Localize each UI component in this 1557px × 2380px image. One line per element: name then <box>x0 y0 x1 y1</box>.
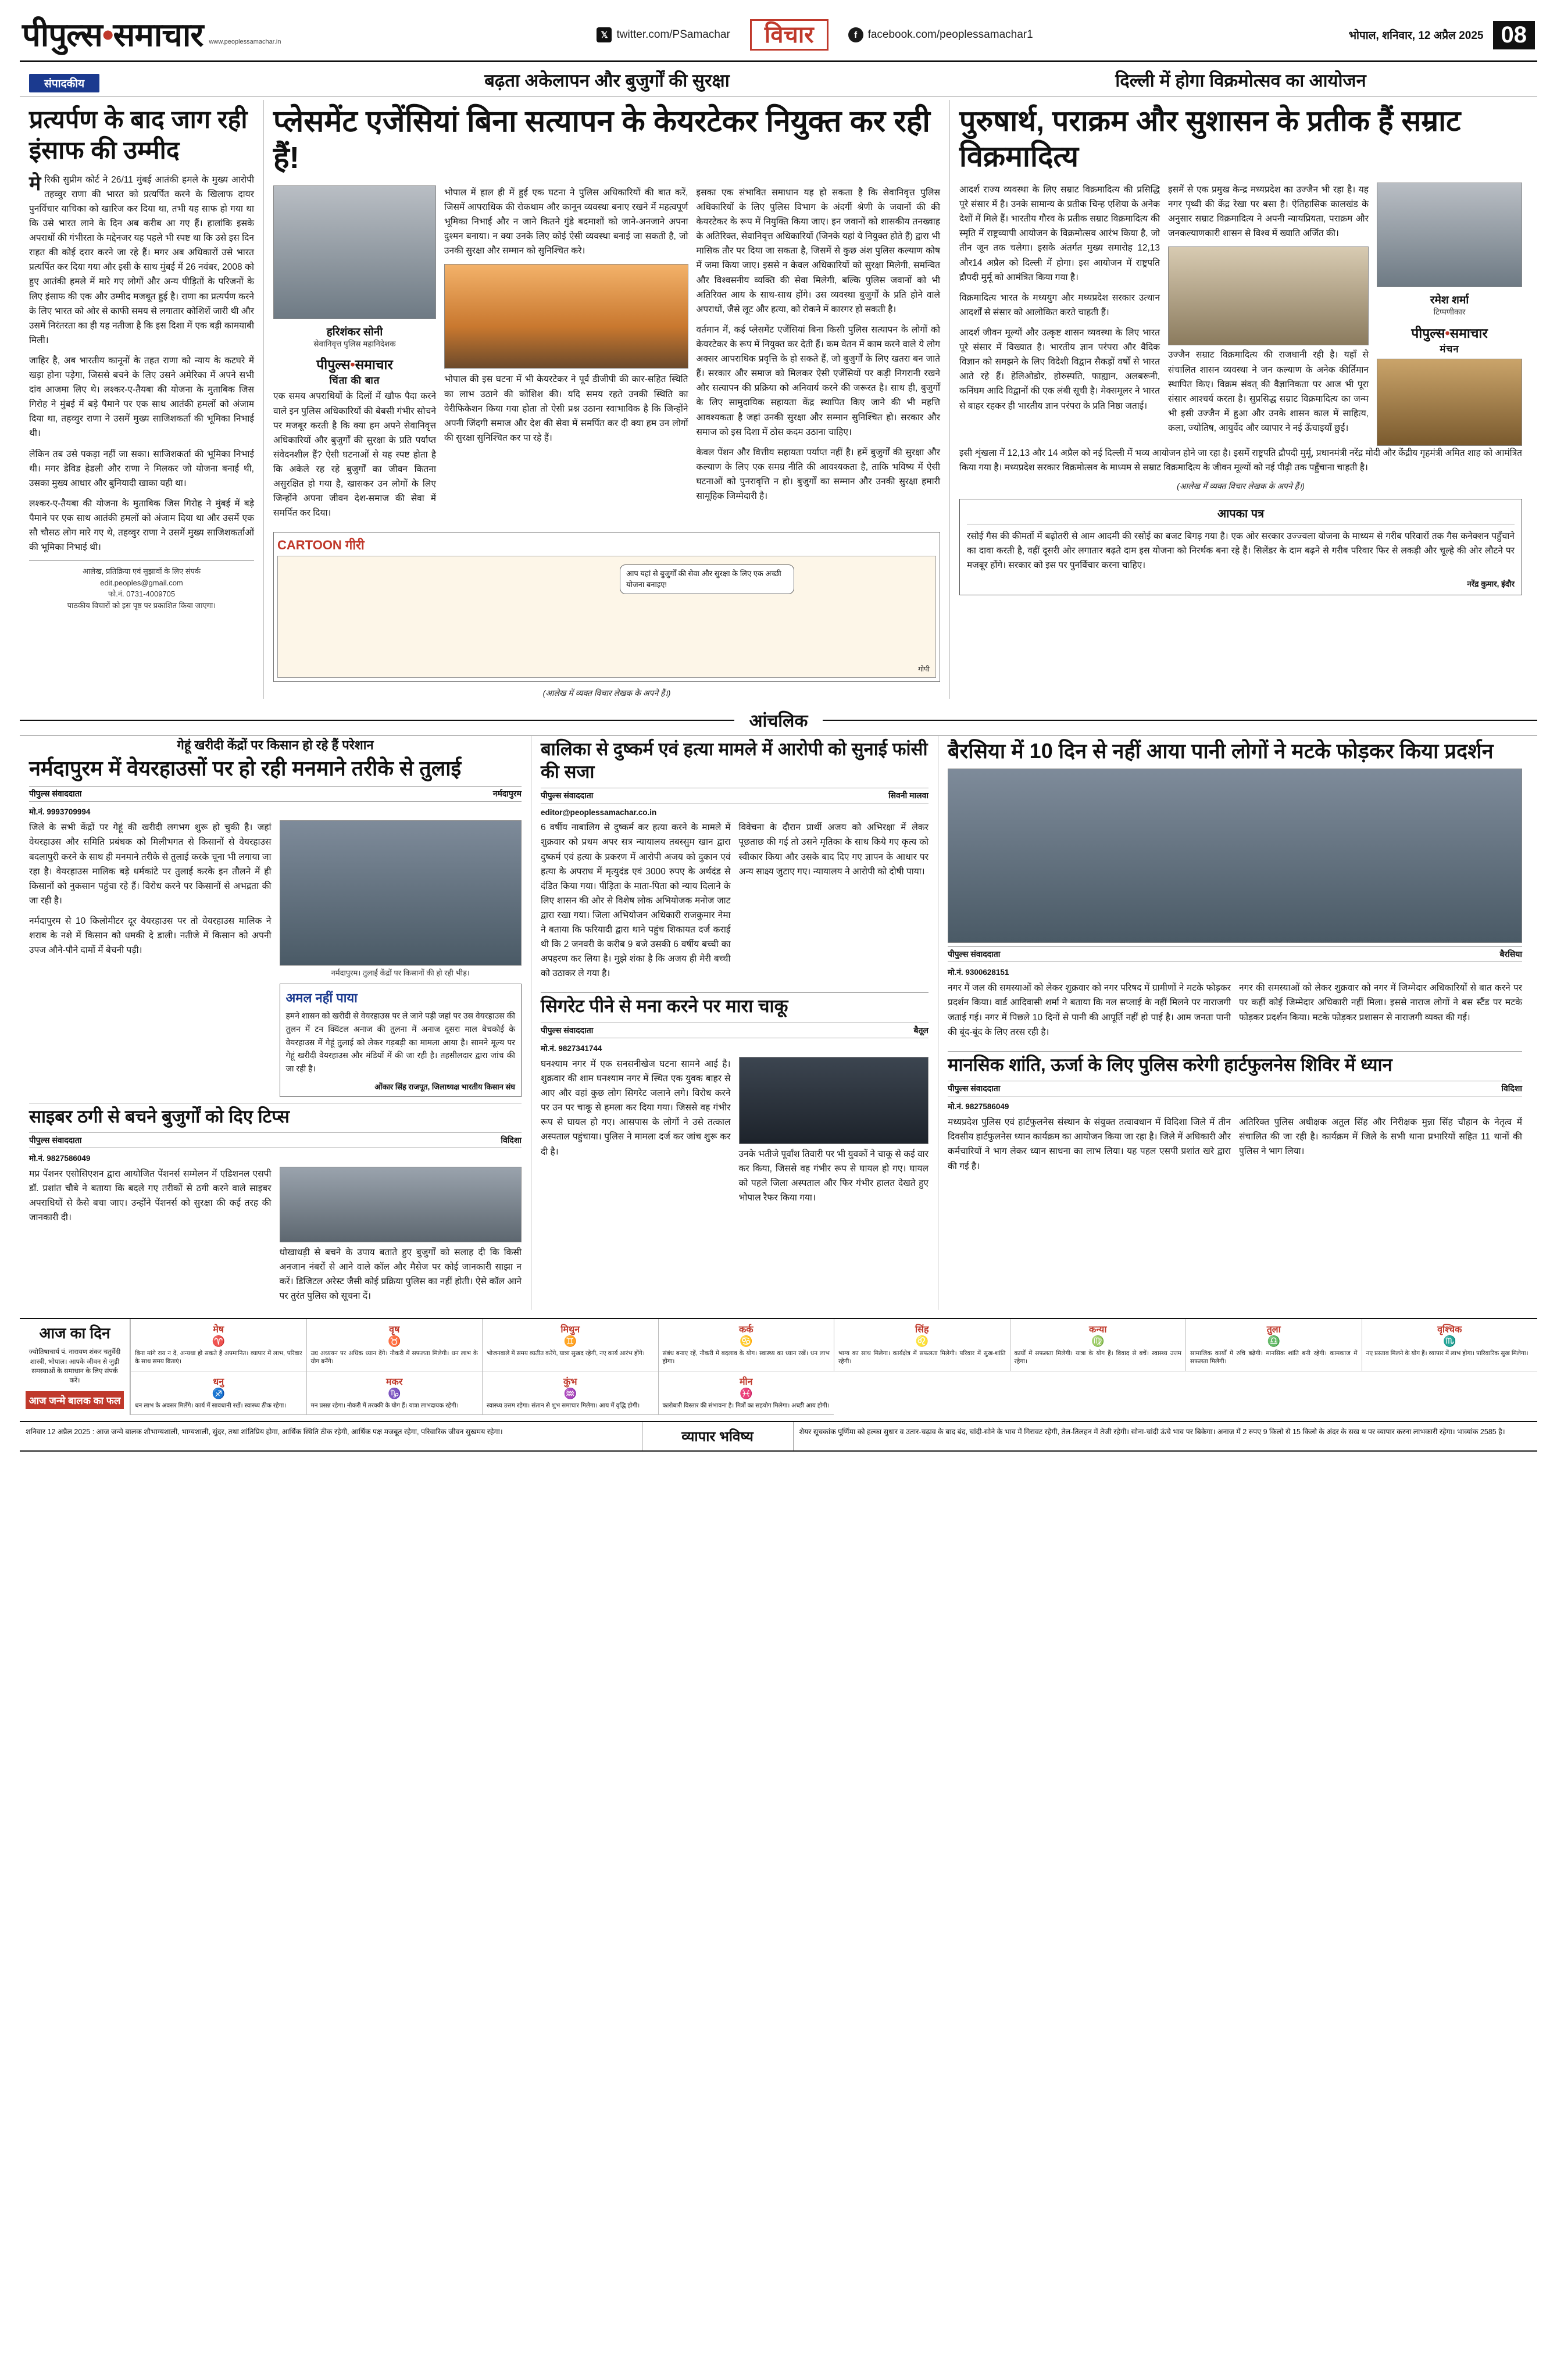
right-author-role: टिप्पणीकार <box>1433 308 1466 316</box>
story-a-inset <box>280 984 522 1096</box>
right-brand-word-1: पीपुल्स <box>1411 325 1445 341</box>
right-para-2: विक्रमादित्य भारत के मध्ययुग और मध्यप्रदेश सरकार उत्थान आदर्शों से संसार को आलोकित करते चाहती हैं। <box>959 292 1160 317</box>
story-c-text-2 <box>739 1057 929 1211</box>
anchalik-grid <box>20 736 1537 1309</box>
story-f-para-1: मप्र पेंशनर एसोसिएशन द्वारा आयोजित पेंशनर्स सम्मेलन में एडिशनल एसपी डॉ. प्रशांत चौबे ने बताया कि बदले गए तरीकों से ठगी करने वाले साइबर अपराधियों से कैसे बचा जाए। उन्होंने पेंशनर्स को सुरक्षा की कई तरह की जानकारी दी। <box>29 1169 272 1223</box>
sign-name: वृश्चिक <box>1437 1324 1462 1335</box>
cartoon-speech-bubble: आप यहां से बुजुर्गों की सेवा और सुरक्षा के लिए एक अच्छी योजना बनाइए! <box>620 564 794 594</box>
logo-text: पीपुल्स•समाचार <box>22 16 203 53</box>
story-c-byline: पीपुल्स संवाददाता <box>541 1025 594 1035</box>
logo-word-2: समाचार <box>113 16 203 53</box>
story-c-mobile: मो.नं. 9827341744 <box>541 1044 602 1053</box>
center-col-mid <box>444 185 688 527</box>
sign-text: मन प्रसन्न रहेगा। नौकरी में तरक्की के योग हैं। यात्रा लाभदायक रहेगी। <box>310 1402 459 1409</box>
aquarius-icon: ♒ <box>563 1387 577 1399</box>
virgo-icon: ♍ <box>1091 1335 1105 1347</box>
story-e-text-2 <box>1239 1115 1522 1179</box>
horoscope-signs <box>130 1319 1537 1415</box>
sign-name: कुंभ <box>563 1377 577 1387</box>
leo-icon: ♌ <box>915 1335 929 1347</box>
story-d-body <box>948 981 1522 1045</box>
story-a-eyebrow: गेहूं खरीदी केंद्रों पर किसान हो रहे हैं परेशान <box>177 738 374 753</box>
editorial-para-4: लश्कर-ए-तैयबा की योजना के मुताबिक जिस गिरोह ने मुंबई में बड़े पैमाने पर एक साथ आतंकी हमलों को अंजाम दिया था और उसमें एक सौ चौसठ लोग मारे गए थे, तहव्वुर राणा ने उसमें मुख्य साजिशकर्ताओं की भूमिका निभाई थी। <box>29 498 254 553</box>
sign-text: कारोबारी विस्तार की संभावना है। मित्रों का सहयोग मिलेगा। अच्छी आय होगी। <box>662 1402 830 1409</box>
topbar-rule <box>20 96 1537 97</box>
right-brandmark <box>1377 323 1522 355</box>
story-d-mobile: मो.नं. 9300628151 <box>948 968 1009 977</box>
brand-word-1: पीपुल्स <box>316 357 351 373</box>
story-a-byline-row <box>29 786 522 802</box>
capricorn-icon: ♑ <box>388 1387 401 1399</box>
horoscope-section <box>20 1318 1537 1415</box>
sign-name: वृष <box>389 1324 400 1335</box>
horoscope-sign <box>482 1319 658 1371</box>
horoscope-sign <box>658 1319 834 1371</box>
right-para-6: इसी शृंखला में 12,13 और 14 अप्रैल को नई दिल्ली में भव्य आयोजन होने जा रहा है। इसमें राष्ट्रपति द्रौपदी मुर्मू, प्रधानमंत्री नरेंद्र मोदी और केंद्रीय गृहमंत्री अमित शाह को आमंत्रित किया गया है। मध्यप्रदेश सरकार विक्रमोत्सव के माध्यम से सम्राट विक्रमादित्य के जीवन मूल्यों को नई पीढ़ी तक पहुँचाना चाहती है। <box>959 448 1522 473</box>
astrologer-note: ज्योतिषाचार्य पं. नारायण शंकर चतुर्वेदी शास्त्री, भोपाल। आपके जीवन से जुड़ी समस्याओं के समाधान के लिए संपर्क करें। <box>28 1349 121 1384</box>
story-c-headline: सिगरेट पीने से मना करने पर मारा चाकू <box>541 996 788 1017</box>
vikramaditya-illustration <box>1377 359 1522 446</box>
sagittarius-icon: ♐ <box>212 1387 225 1399</box>
right-col-3 <box>1377 183 1522 446</box>
gemini-icon: ♊ <box>563 1335 577 1347</box>
horoscope-sign <box>1362 1319 1538 1371</box>
anchalik-col-a <box>20 736 531 1309</box>
right-para-4: इसमें से एक प्रमुख केन्द्र मध्यप्रदेश का उज्जैन भी रहा है। यह नगर पृथ्वी की केंद्र रेखा पर बसा है। ऐतिहासिक कालखंड के अनुसार सम्राट विक्रमादित्य ने अपनी न्यायप्रियता, पराक्रम और जनकल्याणकारी शासन से विश्व में ख्याति अर्जित की। <box>1168 185 1369 239</box>
horoscope-sign <box>306 1319 483 1371</box>
author-name: हरिशंकर सोनी <box>326 326 383 338</box>
dateline: भोपाल, शनिवार, 12 अप्रैल 2025 <box>1348 30 1484 42</box>
website-url[interactable]: www.peoplessamachar.in <box>209 38 281 45</box>
sign-text: नए प्रस्ताव मिलने के योग हैं। व्यापार में लाभ होगा। पारिवारिक सुख मिलेगा। <box>1366 1349 1529 1357</box>
masthead-right <box>1349 21 1535 49</box>
center-brandmark <box>273 355 436 387</box>
horoscope-title: आज का दिन <box>39 1324 110 1342</box>
horoscope-sign <box>834 1319 1010 1371</box>
author-role: सेवानिवृत्त पुलिस महानिदेशक <box>313 339 396 348</box>
anchalik-col-c <box>938 736 1531 1309</box>
masthead <box>20 15 1537 59</box>
story-f-text-1 <box>29 1167 272 1309</box>
story-e-place: विदिशा <box>1501 1084 1522 1093</box>
story-b-para-2: विवेचना के दौरान प्रार्थी अजय को अभिरक्षा में लेकर पूछताछ की गई तो उसने मृतिका के साथ किये गए कृत्य को स्वीकार किया और उसके बाद दिए गए ज्ञापन के आधार पर अन्य साक्ष्य जुटाए गए। न्यायालय ने आरोपी को दोषी पाया। <box>738 823 929 877</box>
right-kicker-cell <box>950 68 1531 92</box>
footer-left-text: शनिवार 12 अप्रैल 2025 : आज जन्मे बालक शौभाग्यशाली, भाग्यशाली, सुंदर, तथा शांतिप्रिय होगा, आर्थिक स्थिति ठीक रहेगी, आर्थिक पक्ष मजबूत रहेगा, परिवारिक जीवन सुखमय रहेगा। <box>20 1422 642 1450</box>
story-f-headline: साइबर ठगी से बचने बुजुर्गों को दिए टिप्स <box>29 1106 290 1127</box>
sign-name: तुला <box>1266 1324 1281 1335</box>
story-c-place: बैतूल <box>913 1025 929 1035</box>
story-f-text-2 <box>280 1167 522 1309</box>
center-para-3: वर्तमान में, कई प्लेसमेंट एजेंसियां बिना किसी पुलिस सत्यापन के लोगों को केयरटेकर के रूप में नियुक्त कर देती हैं। कम वेतन में काम करने वाले ये लोग अक्सर आपराधिक प्रवृत्ति के हो सकते हैं, जो बुजुर्गों के लिए खतरा बन जाते हैं। सरकार और समाज को मिलकर ऐसी एजेंसियों पर कड़ी निगरानी रखने और सत्यापन की प्रक्रिया को अनिवार्य करने की जरूरत है। साथ ही, बुजुर्गों के लिए सामुदायिक सहायता केंद्र स्थापित किए जाने की भी महत्ति आवश्यकता है जहां उनकी सुरक्षा और सम्मान सुनिश्चित हो। सरकार और समाज को इस दिशा में ठोस कदम उठाना चाहिए। <box>696 324 940 437</box>
story-a-byline: पीपुल्स संवाददाता <box>29 789 82 799</box>
center-footer-note: (आलेख में व्यक्त विचार लेखक के अपने हैं।) <box>542 688 671 698</box>
story-b-place: सिवनी मालवा <box>888 791 929 801</box>
story-e-rule <box>948 1051 1522 1052</box>
story-a-mobile: मो.नं. 9993709994 <box>29 807 91 817</box>
story-a-media <box>280 820 522 1096</box>
contact-email[interactable]: edit.peoples@gmail.com <box>100 578 183 587</box>
right-para-3: आदर्श जीवन मूल्यों और उत्कृष्ट शासन व्यवस्था के लिए भारत पूरे संसार में विख्यात है। भारतीय ज्ञान परंपरा और वैदिक विज्ञान को समझने के लिए विदेशी विद्वान सैकड़ों वर्षों से भारत आते रहे हैं। हेलिओडोर, होरुस्पति, फाह्यान, अलबरूनी, कनिंघम आदि विद्वानों की एक लंबी सूची है। मेक्समूलर ने भारत से बाहर रहकर ही भारतीय ज्ञान परंपरा के प्रति निष्ठा जताई। <box>959 327 1160 411</box>
right-author-info <box>1377 292 1522 317</box>
right-para-1: आदर्श राज्य व्यवस्था के लिए सम्राट विक्रमादित्य की प्रसिद्धि पूरे संसार में है। उनके सामान्य के प्रतीक चिन्ह एशिया के अनेक देशों में मिले हैं। भारतीय गौरव के प्रतीक सम्राट विक्रमादित्य की स्मृति में राष्ट्रव्यापी आयोजन के विक्रमोत्सव आरंभ किया है, जो तीन जून तक चलेगा। इसके अंतर्गत मुख्य समारोह 12,13 और14 अप्रैल को दिल्ली में होगा। इस आयोजन में राष्ट्रपति द्रौपदी मुर्मू को आमंत्रित किया गया है। <box>959 185 1160 283</box>
sign-text: भोजनवाले में समय व्यतीत करेंगे, यात्रा सुखद रहेगी, नए कार्य आरंभ होंगे। <box>487 1349 645 1357</box>
facebook-link[interactable] <box>848 27 1033 42</box>
story-d-byline-row <box>948 946 1522 962</box>
pisces-icon: ♓ <box>740 1387 753 1399</box>
horoscope-sign <box>1010 1319 1186 1371</box>
sign-name: मिथुन <box>560 1324 580 1335</box>
story-f-place: विदिशा <box>501 1135 522 1145</box>
sign-text: भाग्य का साथ मिलेगा। कार्यक्षेत्र में सफलता मिलेगी। परिवार में सुख-शांति रहेगी। <box>838 1349 1006 1366</box>
center-author-block <box>273 185 436 527</box>
anchalik-band <box>20 708 1537 732</box>
main-grid <box>20 100 1537 699</box>
right-para-5: उज्जैन सम्राट विक्रमादित्य की राजधानी रही है। यहाँ से संचालित शासन व्यवस्था ने जन कल्याण के अनेक कीर्तिमान स्थापित किए। विक्रम संवत् की वैज्ञानिकता पर आज भी पूरा संसार आश्चर्य करता है। सुप्रसिद्ध सम्राट विक्रमादित्य का जन्म भी इसी उज्जैन में हुआ और उनके शासन काल में साहित्य, कला, ज्योतिष, आयुर्वेद और व्यापार ने नई ऊँचाइयाँ छुईं। <box>1168 350 1369 433</box>
horoscope-sign <box>482 1371 658 1415</box>
letters-sign: नरेंद्र कुमार, इंदौर <box>1467 580 1515 589</box>
center-kicker: बढ़ता अकेलापन और बुजुर्गों की सुरक्षा <box>484 70 730 91</box>
contact-note: पाठकीय विचारों को इस पृष्ठ पर प्रकाशित किया जाएगा। <box>67 601 216 610</box>
band-line-left <box>20 720 734 721</box>
contact-title: आलेख, प्रतिक्रिया एवं सुझावों के लिए संपर्क <box>83 567 201 576</box>
section-title: विचार <box>764 22 814 48</box>
scorpio-icon: ♏ <box>1443 1335 1456 1347</box>
page-number: 08 <box>1493 21 1535 49</box>
sign-name: मीन <box>739 1377 753 1387</box>
footer-strip <box>20 1421 1537 1452</box>
story-f-byline: पीपुल्स संवाददाता <box>29 1135 82 1145</box>
story-a-para-2: नर्मदापुरम से 10 किलोमीटर दूर वेयरहाउस पर तो वेयरहाउस मालिक ने शराब के नशे में किसान को धमकी दे डाली। नतीजे में किसान को अपनी उपज औने-पौने दामों में बेचनी पड़ी। <box>29 916 272 956</box>
libra-icon: ♎ <box>1267 1335 1280 1347</box>
temple-photo <box>1168 246 1369 345</box>
horoscope-sign <box>130 1319 306 1371</box>
editorial-headline: प्रत्यर्पण के बाद जाग रही इंसाफ की उम्मीद <box>29 106 248 165</box>
logo-word-1: पीपुल्स <box>22 16 102 53</box>
publication-logo <box>22 16 281 53</box>
right-kicker: दिल्ली में होगा विक्रमोत्सव का आयोजन <box>1115 70 1366 91</box>
sign-text: कार्यों में सफलता मिलेगी। यात्रा के योग हैं। विवाद से बचें। स्वास्थ्य उत्तम रहेगा। <box>1014 1349 1181 1366</box>
center-headline: प्लेसमेंट एजेंसियां बिना सत्यापन के केयरटेकर नियुक्त कर रही हैं! <box>273 105 930 176</box>
story-c-para-1: घनश्याम नगर में एक सनसनीखेज घटना सामने आई है। शुक्रवार की शाम घनश्याम नगर में स्थित एक युवक बाहर से आए और वहां कुछ लोग सिगरेट जलाने लगे। विरोध करने पर उन पर चाकू से हमला कर दिया गया। जिससे वह गंभीर रूप से घायल हो गए। आसपास के लोगों ने उसे तत्काल अस्पताल पहुंचाया। पुलिस ने मामला दर्ज कर जांच शुरू कर दी है। <box>541 1059 731 1157</box>
facebook-handle: facebook.com/peoplessamachar1 <box>867 28 1033 41</box>
story-c-photo <box>739 1057 929 1144</box>
story-c-body <box>541 1057 929 1211</box>
editorial-para-1: मेरिकी सुप्रीम कोर्ट ने 26/11 मुंबई आतंकी हमले के मुख्य आरोपी तहव्वुर राणा की भारत को प्रत्यर्पित करने के खिलाफ दायर पुनर्विचार याचिका को खारिज कर दिया था, तभी यह साफ हो गया था कि उसे भारत लाने के दिन अब करीब आ गए हैं। हालांकि इसके अपराधों की गंभीरता के मद्देनजर यह पहले भी स्पष्ट था कि उसे इस दिन राहत की कोई दरार करने जा रहे हैं। मगर अब अधिकारों उसे भारत प्रत्यर्पित कर दिया गया और इसी के साथ मुंबई में 26 नवंबर, 2008 को हुए आतंकी हमले में मारे गए लोगों और अन्य पीड़ितों के परिजनों के लिए इंसाफ की एक और उम्मीद मजबूत हुई है। राणा का प्रत्यर्पण करने के लिए भारत को ओर से काफी समय से लगातार कोशिशें जारी थी और उसमें निरंतरता का ही यह नतीजा है कि इस दिशा में एक बड़ी कामयाबी मिली। <box>29 172 254 345</box>
story-a-para-1: जिले के सभी केंद्रों पर गेहूं की खरीदी लगभग शुरू हो चुकी है। जहां वेयरहाउस और समिति प्रबंधक को मिलीभगत से किसानों से वेयरहाउस बदलापुरी करने के साथ ही मनमाने तरीके से तुलाई करके चूना भी लगाया जा रहा है। वेयरहाउस मालिक बड़े धर्मकांटे पर तुलाई करके इन तौलने में ही किसानों को नुकसान पहुंचा रहे हैं। विरोध करने पर किसानों से अभद्रता की जा रही है। <box>29 823 272 906</box>
sign-name: कन्या <box>1089 1324 1107 1335</box>
letters-title: आपका पत्र <box>967 505 1515 524</box>
story-a-photo-caption: नर्मदापुरम। तुलाई केंद्रों पर किसानों की हो रही भीड़। <box>331 969 470 978</box>
editorial-column <box>20 100 264 699</box>
editorial-tag: संपादकीय <box>29 74 99 92</box>
author-photo <box>273 185 436 319</box>
center-para-1: भोपाल में हाल ही में हुई एक घटना ने पुलिस अधिकारियों की बात करें, जिसमें आपराधिक की रोकथाम और कानून व्यवस्था बनाए रखने में महत्वपूर्ण भूमिका निभाई और न जाने कितने गुंडे बदमाशों को जाने-अनजाने अपना दुश्मन बनाया। न क्या उनके लिए कोई ऐसी व्यवस्था बनाई जा सकती है, जो उनकी सुरक्षा और सम्मान को सुनिश्चित करे। <box>444 187 688 256</box>
right-author-photo <box>1377 183 1522 287</box>
center-body <box>273 185 940 527</box>
horoscope-sign <box>306 1371 483 1415</box>
story-e-para-2: अतिरिक्त पुलिस अधीक्षक अतुल सिंह और निरीक्षक मुन्ना सिंह चौहान के नेतृत्व में संचालित की जा रही है। कार्यक्रम में जिले के सभी थाना प्रभारियों सहित 11 थानों की पुलिस ने भाग लिया। <box>1239 1117 1522 1157</box>
story-a-text <box>29 820 272 1096</box>
story-d-text-2 <box>1239 981 1522 1045</box>
facebook-icon: f <box>848 27 863 42</box>
cartoon-label: CARTOON गीरी <box>277 538 365 553</box>
brand-word-2: समाचार <box>355 357 393 373</box>
editorial-tag-cell <box>20 74 264 92</box>
center-para-4: केवल पेंशन और वित्तीय सहायता पर्याप्त नहीं है। हमें बुजुर्गों की सुरक्षा और कल्याण के लिए एक समग्र नीति की आवश्यकता है, ताकि भविष्य में ऐसी घटनाओं को पुनरावृत्ति न हो। बुजुर्गों का सम्मान और उनकी सुरक्षा हमारी सामूहिक जिम्मेदारी है। <box>696 447 940 502</box>
story-f-para-2: धोखाधड़ी से बचने के उपाय बताते हुए बुजुर्गों को सलाह दी कि किसी अनजान नंबरों से आने वाले कॉल और मैसेज पर कोई जानकारी साझा न करें। डिजिटल अरेस्ट जैसी कोई प्रक्रिया पुलिस का नहीं होती। ऐसे कॉल आने पर तुरंत पुलिस को सूचना दें। <box>279 1248 522 1302</box>
story-e-mobile: मो.नं. 9827586049 <box>948 1102 1009 1112</box>
story-c-para-2: उनके भतीजे पूर्वांश तिवारी पर भी युवकों ने चाकू से कई वार कर किया, जिससे वह गंभीर रूप से घायल हो गए। घायल को पहले जिला अस्पताल और फिर गंभीर हालत देखते हुए भोपाल रैफर किया गया। <box>738 1149 929 1203</box>
story-d-para-1: नगर में जल की समस्याओं को लेकर शुक्रवार को नगर परिषद में ग्रामीणों ने मटके फोड़कर प्रदर्शन किया। वार्ड आदिवासी शर्मा ने बताया कि नल सप्लाई के नहीं मिलने पर नाराजगी जताई गई। नगर में पिछले 10 दिनों से पानी की आपूर्ति नहीं हो पाई है। आम जनता पानी की बूंद-बूंद के लिए तरस रही है। <box>948 983 1231 1037</box>
sign-name: कर्क <box>738 1324 753 1335</box>
right-story-column <box>950 100 1531 699</box>
horoscope-title-block <box>20 1319 130 1415</box>
sign-text: उद्य अध्ययन पर अधिक ध्यान देंगे। नौकरी में सफलता मिलेगी। धन लाभ के योग बनेंगे। <box>310 1349 478 1366</box>
cartoonist-signature: गोपी <box>918 665 930 674</box>
story-a-inset-title: अमल नहीं पाया <box>285 991 358 1006</box>
right-brand-line-2: मंचन <box>1440 343 1459 355</box>
horoscope-sign <box>658 1371 834 1415</box>
brand-line-1: पीपुल्स•समाचार <box>316 357 393 373</box>
story-e-byline-row <box>948 1081 1522 1096</box>
story-f-byline-row <box>29 1132 522 1148</box>
story-d-headline: बैरसिया में 10 दिन से नहीं आया पानी लोगों ने मटके फोड़कर किया प्रदर्शन <box>948 739 1494 763</box>
center-para-2: इसका एक संभावित समाधान यह हो सकता है कि सेवानिवृत्त पुलिस अधिकारियों के लिए पुलिस विभाग के अंदर्गी श्रेणी के जवानों की की केयरटेकर के रूप में नियुक्ति किया जाए। इन जवानों को शासकीय तनख्वाह के अतिरिक्त, सेवानिवृत्त अधिकारियों (जिनके यहां ये नियुक्त होते हैं) द्वारा भी मासिक तौर पर दिया जा सकता है, जिसमें से कुछ अंश पुलिस कल्याण कोष में जमा किया जाए। इससे न केवल अधिकारियों को सुरक्षा मिलेगी, समन्वित और विश्वसनीय व्यक्ति की सेवा मिलेगी, बल्कि पुलिस जवानों को भी अतिरिक्त आय के साथ-साथ होंगे। उस व्यवस्था बुजुर्गों के प्रति होने वाले अपराधों, जैसे लूट और हत्या, को रोकने में कारगर हो सकती है। <box>696 187 940 315</box>
footer-right-text: शेयर सूचकांक पूर्णिमा को हल्का सुधार व उतार-चढ़ाव के बाद बंद, चांदी-सोने के भाव में गिरावट रहेगी, तेल-तिलहन में तेजी रहेगी। सोना-चांदी ऊंचे भाव पर बिकेगा। अनाज में 2 रुपए 9 किलो से 15 किलो के अंदर के सख थ पर व्यापार करना लाभकारी रहेगा। भाव्यांक 2585 है। <box>799 1427 1505 1436</box>
sign-name: सिंह <box>915 1324 929 1335</box>
right-footer-note: (आलेख में व्यक्त विचार लेखक के अपने हैं।) <box>1177 481 1305 491</box>
story-e-para-1: मध्यप्रदेश पुलिस एवं हार्टफुलनेस संस्थान के संयुक्त तत्वावधान में विदिशा जिले में तीन दिवसीय हार्टफुलनेस ध्यान कार्यक्रम का आयोजन किया जा रहा है। जिले में अधिकारी और कर्मचारियों ने भाग लेकर ध्यान साधना का लाभ लिया। यह पहल एसपी प्रशांत खरे द्वारा की गई है। <box>948 1117 1231 1171</box>
story-f-body <box>29 1167 522 1309</box>
right-col-1 <box>959 183 1160 446</box>
story-b-body <box>541 820 929 987</box>
center-para-6: भोपाल की इस घटना में भी केयरटेकर ने पूर्व डीजीपी की कार-सहित स्थिति का लाभ उठाने की कोशिश की। यदि समय रहते उनकी स्थिति का वेरीफिकेशन किया गया होता तो ऐसी प्रश्न उठाना स्वाभाविक है कि जिन्होंने अपनी जिंदगी समाज और देश की सेवा में समर्पित कर दी क्या हम उन लोगों की सुरक्षा सुनिश्चित कर पा रहे हैं। <box>444 374 688 443</box>
story-b-text-2 <box>739 820 929 987</box>
twitter-link[interactable] <box>597 27 730 42</box>
twitter-icon: 𝕏 <box>597 27 612 42</box>
sign-text: संबंध बनाए रहें, नौकरी में बदलाव के योग। स्वास्थ्य का ध्यान रखें। धन लाभ होगा। <box>662 1349 830 1366</box>
story-b-para-1: 6 वर्षीय नाबालिग से दुष्कर्म कर हत्या करने के मामले में शुक्रवार को प्रथम अपर सत्र न्यायालय तबस्सुम खान द्वारा दुष्कर्म एवं हत्या के प्रकरण में आरोपी अजय को दुकान एवं हत्या के अपराध में मृत्युदंड एवं 3000 रुपए के अर्थदंड से दंडित किया गया। पीड़िता के माता-पिता को न्याय दिलाने के लिए शासन की ओर से विशेष लोक अभियोजक मनोज जाट द्वारा रखा गया। जिला अभियोजन अधिकारी राजकुमार नेमा ने बताया कि फरियादी द्वारा थाने पहुंच शिकायत दर्ज कराई थी कि 2 जनवरी के करीब 9 बजे उसकी 6 वर्षीय बच्ची का अपहरण कर लिया है। मुझे शंका है कि अजय ही मेरी बच्ची को उठाकर ले गया है। <box>541 823 731 979</box>
story-b-byline-row <box>541 788 929 803</box>
cartoon-image <box>277 556 936 678</box>
center-col-right <box>697 185 941 527</box>
story-d-byline: पीपुल्स संवाददाता <box>948 949 1001 959</box>
story-b-email[interactable]: editor@peoplessamachar.co.in <box>541 808 657 817</box>
story-c-byline-row <box>541 1023 929 1038</box>
brand-line-2: चिंता की बात <box>329 375 380 387</box>
letters-body: रसोई गैस की कीमतों में बढ़ोतरी से आम आदमी की रसोई का बजट बिगड़ गया है। एक ओर सरकार उज्ज्वला योजना के माध्यम से गरीब परिवारों तक गैस कनेक्शन पहुँचाने का दावा करती है, वहीं दूसरी ओर लगातार बढ़ते दाम इस योजना को निरर्थक बना रहे हैं। सिलेंडर के दाम बढ़ने से गरीब परिवार फिर से लकड़ी और चूल्हे की ओर लौटने पर मजबूर होंगे। सरकार को इस पर पुनर्विचार करना चाहिए। <box>967 531 1515 570</box>
story-f-mobile: मो.नं. 9827586049 <box>29 1154 91 1163</box>
story-a-headline: नर्मदापुरम में वेयरहाउसों पर हो रही मनमाने तरीके से तुलाई <box>29 756 462 781</box>
anchalik-col-b <box>531 736 938 1309</box>
right-body <box>959 183 1522 446</box>
story-e-headline: मानसिक शांति, ऊर्जा के लिए पुलिस करेगी हार्टफुलनेस शिविर में ध्यान <box>948 1054 1392 1075</box>
story-c-text-1 <box>541 1057 731 1211</box>
top-headline-bar <box>20 62 1537 96</box>
sign-text: स्वास्थ्य उत्तम रहेगा। संतान से शुभ समाचार मिलेगा। आय में वृद्धि होगी। <box>487 1402 640 1409</box>
story-b-headline: बालिका से दुष्कर्म एवं हत्या मामले में आरोपी को सुनाई फांसी की सजा <box>541 739 928 782</box>
cancer-icon: ♋ <box>740 1335 753 1347</box>
story-d-para-2: नगर की समस्याओं को लेकर शुक्रवार को नगर में जिम्मेदार अधिकारियों से बात करने पर पर कहीं कोई जिम्मेदार अधिकारी नहीं मिला। इससे नाराज लोगों ने बस स्टैंड पर मटके फोड़कर प्रदर्शन किया। मटके फोड़कर प्रशासन से नाराजगी व्यक्त की गई। <box>1239 983 1522 1023</box>
sign-name: मेष <box>213 1324 224 1335</box>
right-brand-word-2: समाचार <box>1449 325 1488 341</box>
sign-text: बिना मांगे राय न दें, अन्यथा हो सकते हैं अपमानित। व्यापार में लाभ, परिवार के साथ समय बिताएं। <box>135 1349 302 1366</box>
editorial-contact <box>29 560 254 611</box>
cartoon-box <box>273 532 940 682</box>
story-a-place: नर्मदापुरम <box>492 789 522 799</box>
elderly-silhouette-photo <box>444 264 688 369</box>
story-c-rule <box>541 992 929 993</box>
story-d-photo <box>948 769 1522 943</box>
horoscope-sign <box>1185 1319 1362 1371</box>
story-a-inset-text: हमने शासन को खरीदी से वेयरहाउस पर ले जाने पड़ी जहां पर उस वेयरहाउस की तुलन में टन क्विंटल अनाज की तुलना में अनाज दूसरा माल बेचकोई के वेयरहाउस में गेहूं तुलाई को लेकर गड़बड़ी का मामला आया है। सामने मूल्य पर गेहूं खरीदी वेयरहाउस और मंडियों में की जा रही है। तहसीलदार द्वारा जांच की जा रही है। <box>285 1011 515 1073</box>
anchalik-label: आंचलिक <box>749 712 808 731</box>
author-info <box>273 324 436 349</box>
footer-mid-title: व्यापार भविष्य <box>642 1422 794 1450</box>
section-title-box <box>750 19 829 51</box>
band-line-right <box>823 720 1537 721</box>
taurus-icon: ♉ <box>388 1335 401 1347</box>
center-kicker-cell <box>264 68 950 92</box>
editorial-para-2: जाहिर है, अब भारतीय कानूनों के तहत राणा को न्याय के कटघरे में खड़ा होना पड़ेगा, जिससे बचने के लिए उसने अमेरिका में अपने सभी दांव आजमा लिए थे। लश्कर-ए-तैयबा की योजना के मुताबिक जिस गिरोह ने मुंबई में बड़े पैमाने पर एक साथ आतंकी हमलों को अंजाम दिया था, तहव्वुर राणा ने उसमें मुख्य साजिशकर्ता की भूमिका निभाई थी। <box>29 355 254 439</box>
aries-icon: ♈ <box>212 1335 225 1347</box>
sign-text: सामाजिक कार्यों में रुचि बढ़ेगी। मानसिक शांति बनी रहेगी। कामकाज में सफलता मिलेगी। <box>1190 1349 1358 1366</box>
horoscope-ribbon: आज जन्मे बालक का फल <box>26 1391 124 1409</box>
story-a-photo <box>280 820 522 966</box>
story-e-body <box>948 1115 1522 1179</box>
story-e-byline: पीपुल्स संवाददाता <box>948 1084 1001 1093</box>
story-d-place: बैरसिया <box>1499 949 1522 959</box>
story-d-text-1 <box>948 981 1231 1045</box>
letters-box <box>959 499 1522 595</box>
story-e-text-1 <box>948 1115 1231 1179</box>
contact-phone: फो.नं. 0731-4009705 <box>108 589 176 599</box>
sign-name: धनु <box>213 1377 224 1387</box>
story-a-body <box>29 820 522 1096</box>
right-author-name: रमेश शर्मा <box>1430 294 1469 306</box>
social-links <box>597 19 1033 51</box>
right-col-2 <box>1168 183 1369 446</box>
right-headline: पुरुषार्थ, पराक्रम और सुशासन के प्रतीक हैं सम्राट विक्रमादित्य <box>959 105 1461 173</box>
horoscope-sign <box>130 1371 306 1415</box>
sign-name: मकर <box>386 1377 403 1387</box>
story-b-text-1 <box>541 820 731 987</box>
story-a-inset-sign: ओंकार सिंह राजपूत, जिलाध्यक्ष भारतीय किसान संघ <box>374 1082 515 1091</box>
story-f-photo <box>280 1167 522 1242</box>
editorial-para-3: लेकिन तब उसे पकड़ा नहीं जा सका। साजिशकर्ता की भूमिका निभाई थी। मगर डेविड हेडली और राणा ने मिलकर जो योजना बनाई थी, उसका मुख्य आधार और बुनियादी खाका यही था। <box>29 449 254 488</box>
sign-text: धन लाभ के अवसर मिलेंगे। कार्य में सावधानी रखें। स्वास्थ्य ठीक रहेगा। <box>135 1402 287 1409</box>
twitter-handle: twitter.com/PSamachar <box>616 28 730 41</box>
center-para-5: एक समय अपराधियों के दिलों में खौफ पैदा करने वाले इन पुलिस अधिकारियों की बेबसी गंभीर सोचने पर मजबूर करती है कि क्या हम अपने सेवानिवृत्त अधिकारियों और बुजुर्गों की सुरक्षा के प्रति पर्याप्त संवेदनशील हैं? ऐसी घटनाओं से यह स्पष्ट होता है कि अकेले रह रहे बुजुर्गों का जीवन कितना असुरक्षित हो गया है, खासकर उन लोगों के लिए जिन्होंने अपना जीवन देश-समाज की सेवा में समर्पित कर दिया। <box>273 391 436 519</box>
story-b-byline: पीपुल्स संवाददाता <box>541 791 594 801</box>
right-brand-line-1: पीपुल्स•समाचार <box>1411 325 1488 341</box>
center-story-column <box>264 100 950 699</box>
